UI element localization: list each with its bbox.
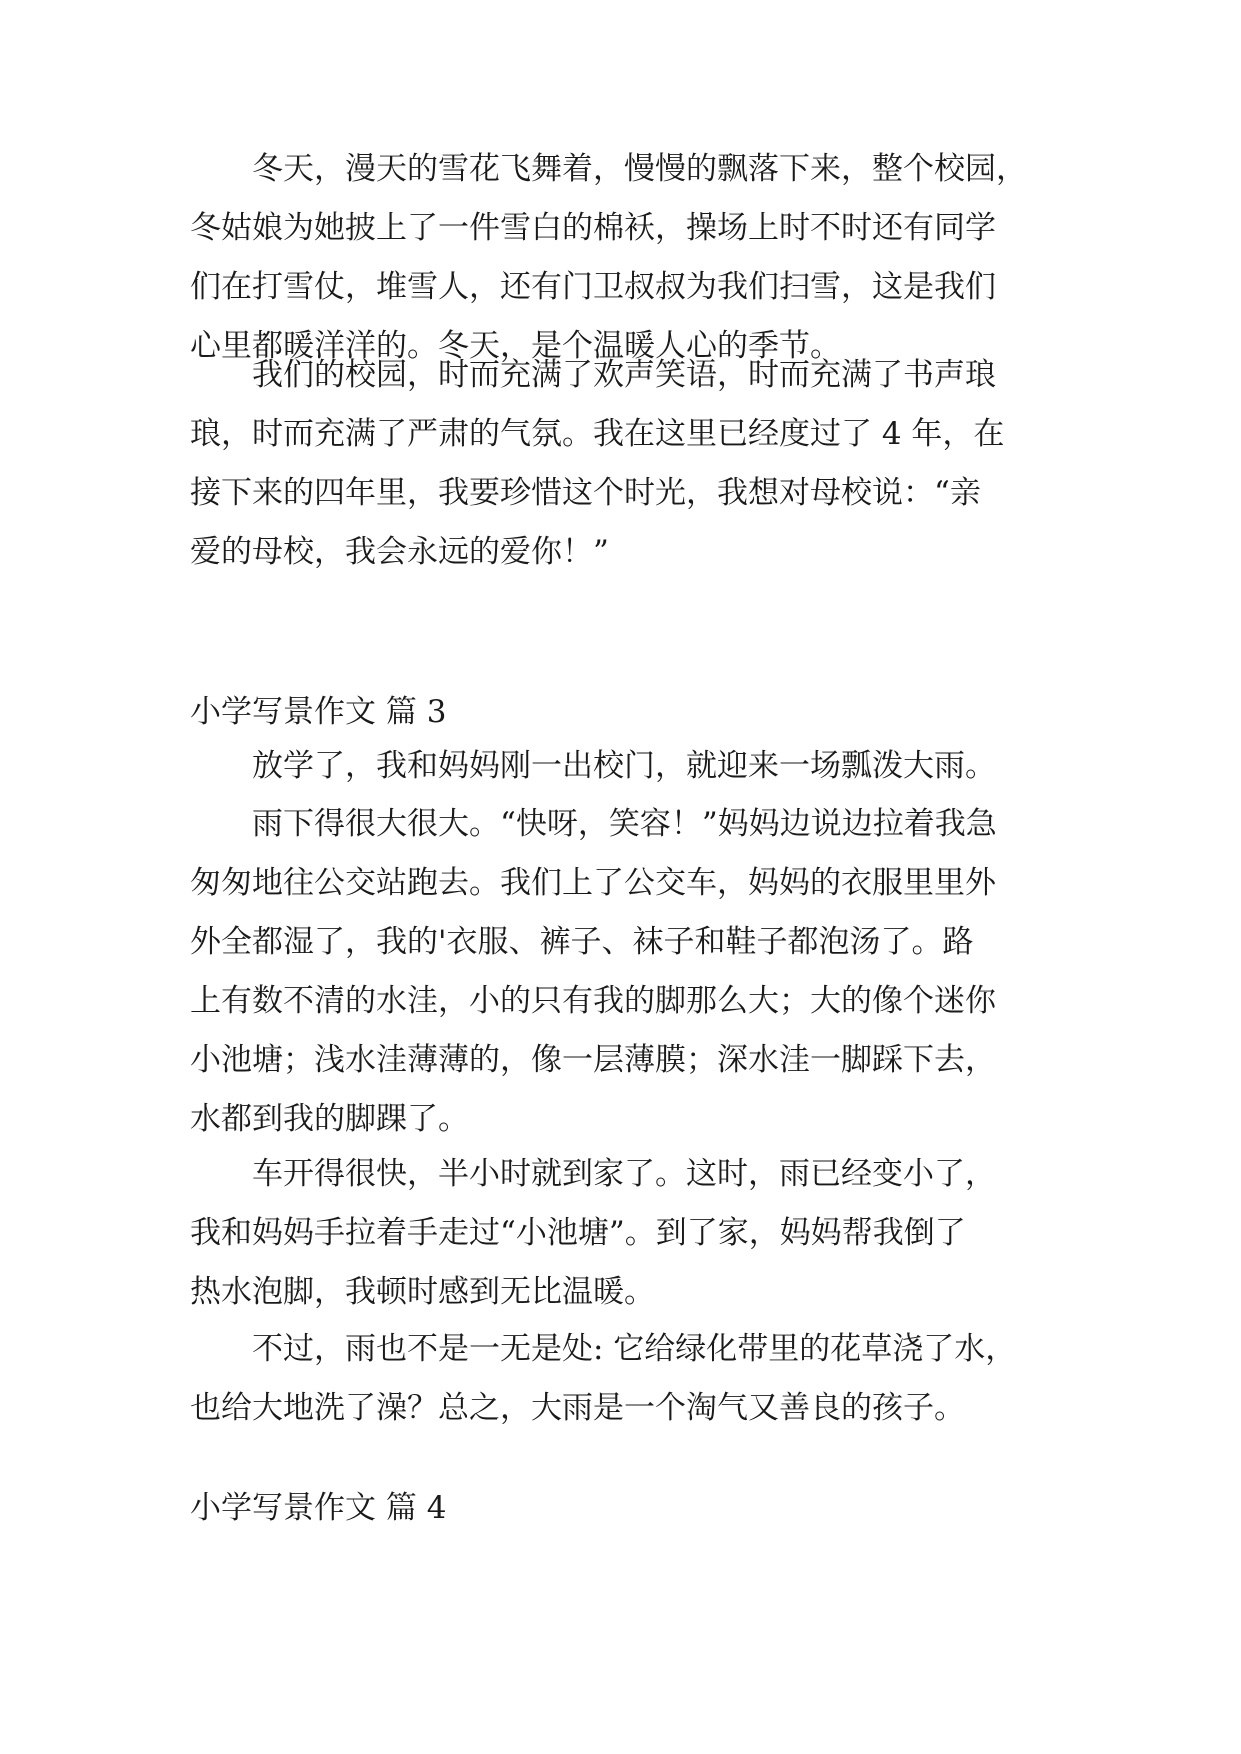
text-line: 接下来的四年里，我要珍惜这个时光，我想对母校说：“亲 xyxy=(190,475,981,511)
text-line: 放学了，我和妈妈刚一出校门，就迎来一场瓢泼大雨。 xyxy=(252,748,996,784)
paragraph-rain-start xyxy=(190,737,1070,796)
text-line: 我和妈妈手拉着手走过“小池塘”。到了家，妈妈帮我倒了 xyxy=(190,1215,966,1251)
text-line: 匆匆地往公交站跑去。我们上了公交车，妈妈的衣服里里外 xyxy=(190,865,996,901)
paragraph-winter xyxy=(190,140,1070,376)
text-line: 冬姑娘为她披上了一件雪白的棉袄，操场上时不时还有同学 xyxy=(190,210,996,246)
text-line: 琅，时而充满了严肃的气氛。我在这里已经度过了 4 年，在 xyxy=(190,416,1005,452)
text-line: 上有数不清的水洼，小的只有我的脚那么大；大的像个迷你 xyxy=(190,983,996,1019)
section-heading-4: 小学写景作文 篇 4 xyxy=(190,1490,447,1526)
paragraph-conclusion xyxy=(190,1320,1070,1438)
text-line: 小池塘；浅水洼薄薄的，像一层薄膜；深水洼一脚踩下去， xyxy=(190,1042,996,1078)
text-line: 也给大地洗了澡？总之，大雨是一个淘气又善良的孩子。 xyxy=(190,1390,965,1426)
text-line: 雨下得很大很大。“快呀，笑容！”妈妈边说边拉着我急 xyxy=(252,806,997,842)
text-line: 冬天，漫天的雪花飞舞着，慢慢的飘落下来，整个校园， xyxy=(252,151,1027,187)
text-line: 不过，雨也不是一无是处: 它给绿化带里的花草浇了水， xyxy=(252,1331,1017,1367)
text-line: 外全都湿了，我的'衣服、裤子、袜子和鞋子都泡汤了。路 xyxy=(190,924,974,960)
text-line: 我们的校园，时而充满了欢声笑语，时而充满了书声琅 xyxy=(252,357,996,393)
paragraph-rain-heavy xyxy=(190,795,1070,1149)
text-line: 水都到我的脚踝了。 xyxy=(190,1101,469,1137)
text-line: 们在打雪仗，堆雪人，还有门卫叔叔为我们扫雪，这是我们 xyxy=(190,269,996,305)
text-line: 爱的母校，我会永远的爱你！” xyxy=(190,534,609,570)
text-line: 车开得很快，半小时就到家了。这时，雨已经变小了， xyxy=(252,1156,996,1192)
text-line: 心里都暖洋洋的。冬天，是个温暖人心的季节。 xyxy=(190,328,841,364)
paragraph-home xyxy=(190,1145,1070,1322)
section-heading-3: 小学写景作文 篇 3 xyxy=(190,694,447,730)
paragraph-school xyxy=(190,346,1070,582)
text-line: 热水泡脚，我顿时感到无比温暖。 xyxy=(190,1274,655,1310)
